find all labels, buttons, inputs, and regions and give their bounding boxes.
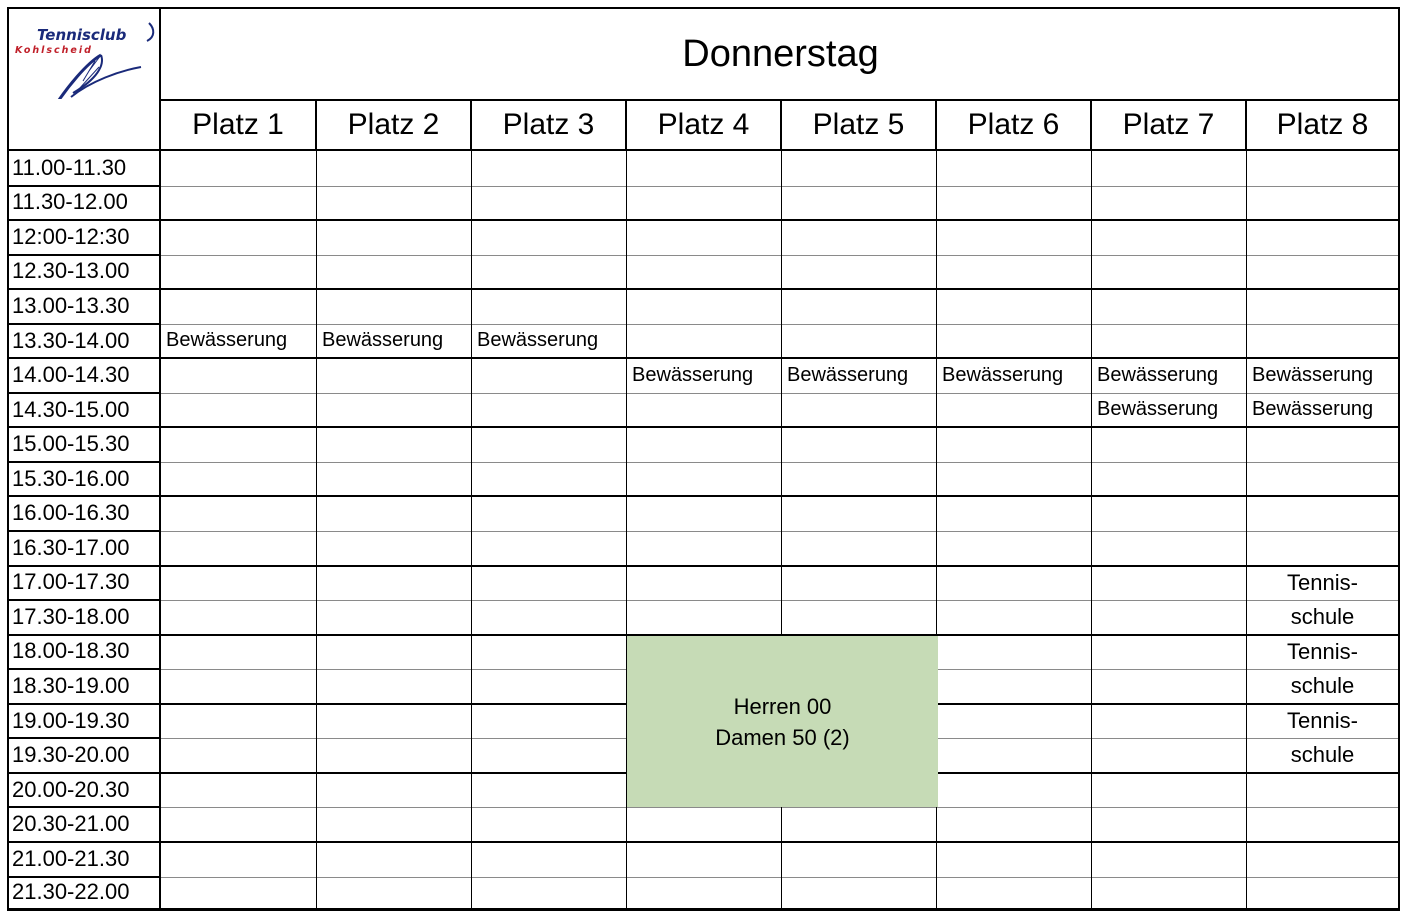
schedule-cell[interactable] [937, 255, 1092, 291]
schedule-cell[interactable] [472, 877, 627, 910]
schedule-cell[interactable] [1247, 877, 1400, 910]
schedule-cell[interactable] [1247, 289, 1400, 325]
day-title: Donnerstag [161, 9, 1400, 101]
schedule-cell[interactable] [317, 427, 472, 463]
schedule-cell[interactable] [627, 566, 782, 602]
schedule-cell[interactable] [472, 393, 627, 429]
schedule-cell[interactable] [1092, 635, 1247, 671]
schedule-cell[interactable] [782, 186, 937, 222]
schedule-cell[interactable] [937, 393, 1092, 429]
schedule-cell[interactable] [1092, 669, 1247, 705]
schedule-cell[interactable] [937, 186, 1092, 222]
schedule-cell[interactable] [782, 220, 937, 256]
schedule-cell[interactable] [472, 773, 627, 809]
booking-cell[interactable]: schule [1247, 600, 1400, 636]
schedule-cell[interactable] [1092, 773, 1247, 809]
schedule-cell[interactable] [472, 635, 627, 671]
schedule-cell[interactable] [627, 186, 782, 222]
schedule-cell[interactable] [161, 289, 317, 325]
schedule-cell[interactable] [627, 807, 782, 843]
schedule-cell[interactable] [937, 635, 1092, 671]
schedule-cell[interactable] [782, 427, 937, 463]
time-slot: 18.00-18.30 [9, 635, 161, 671]
schedule-cell[interactable] [317, 220, 472, 256]
schedule-cell[interactable] [472, 738, 627, 774]
logo-line1: Tennisclub [37, 26, 127, 44]
schedule-cell[interactable] [1092, 877, 1247, 910]
schedule-cell[interactable] [317, 738, 472, 774]
schedule-cell[interactable] [161, 497, 317, 533]
schedule-cell[interactable] [627, 151, 782, 187]
court-header: Platz 4 [627, 101, 782, 151]
booking-cell[interactable]: Tennis- [1247, 566, 1400, 602]
schedule-cell[interactable] [782, 393, 937, 429]
schedule-cell[interactable] [317, 393, 472, 429]
schedule-cell[interactable] [161, 462, 317, 498]
schedule-cell[interactable] [472, 842, 627, 878]
schedule-cell[interactable] [161, 773, 317, 809]
schedule-cell[interactable] [317, 807, 472, 843]
schedule-cell[interactable] [317, 877, 472, 910]
schedule-cell[interactable] [472, 600, 627, 636]
court-header: Platz 6 [937, 101, 1092, 151]
schedule-cell[interactable] [782, 289, 937, 325]
schedule-cell[interactable] [1247, 151, 1400, 187]
schedule-cell[interactable] [161, 738, 317, 774]
team-match-booking[interactable] [627, 636, 938, 808]
booking-cell[interactable]: Tennis- [1247, 704, 1400, 740]
schedule-cell[interactable] [1247, 531, 1400, 567]
schedule-cell[interactable] [161, 807, 317, 843]
schedule-cell[interactable] [627, 462, 782, 498]
logo-line2: Kohlscheid [15, 45, 93, 56]
booking-cell[interactable]: Bewässerung [782, 358, 937, 394]
schedule-cell[interactable] [937, 462, 1092, 498]
time-slot: 15.30-16.00 [9, 462, 161, 498]
booking-cell[interactable]: Bewässerung [1092, 393, 1247, 429]
schedule-cell[interactable] [937, 600, 1092, 636]
schedule-cell[interactable] [782, 151, 937, 187]
schedule-cell[interactable] [317, 497, 472, 533]
schedule-cell[interactable] [161, 669, 317, 705]
schedule-cell[interactable] [161, 704, 317, 740]
schedule-cell[interactable] [782, 807, 937, 843]
court-header: Platz 1 [161, 101, 317, 151]
schedule-cell[interactable] [161, 600, 317, 636]
schedule-cell[interactable] [937, 497, 1092, 533]
schedule-cell[interactable] [161, 393, 317, 429]
schedule-cell[interactable] [782, 566, 937, 602]
time-slot: 15.00-15.30 [9, 427, 161, 463]
schedule-cell[interactable] [937, 669, 1092, 705]
schedule-cell[interactable] [1092, 289, 1247, 325]
time-slot: 17.30-18.00 [9, 600, 161, 636]
schedule-cell[interactable] [1092, 807, 1247, 843]
schedule-cell[interactable] [782, 255, 937, 291]
schedule-cell[interactable] [1092, 151, 1247, 187]
schedule-cell[interactable] [1092, 220, 1247, 256]
schedule-cell[interactable] [937, 531, 1092, 567]
schedule-cell[interactable] [1247, 807, 1400, 843]
schedule-cell[interactable] [1092, 186, 1247, 222]
schedule-cell[interactable] [937, 566, 1092, 602]
schedule-cell[interactable] [627, 531, 782, 567]
schedule-cell[interactable] [782, 600, 937, 636]
schedule-cell[interactable] [161, 635, 317, 671]
schedule-cell[interactable] [937, 773, 1092, 809]
time-slot: 16.30-17.00 [9, 531, 161, 567]
schedule-cell[interactable] [1092, 738, 1247, 774]
court-header: Platz 7 [1092, 101, 1247, 151]
schedule-cell[interactable] [937, 427, 1092, 463]
time-slot: 19.30-20.00 [9, 738, 161, 774]
booking-team-1: Herren 00 [733, 693, 832, 719]
court-header: Platz 3 [472, 101, 627, 151]
schedule-cell[interactable] [472, 151, 627, 187]
schedule-cell[interactable] [472, 531, 627, 567]
booking-cell[interactable]: schule [1247, 738, 1400, 774]
booking-cell[interactable]: Bewässerung [627, 358, 782, 394]
schedule-cell[interactable] [1092, 531, 1247, 567]
schedule-cell[interactable] [472, 807, 627, 843]
schedule-cell[interactable] [1092, 842, 1247, 878]
schedule-cell[interactable] [161, 220, 317, 256]
schedule-cell[interactable] [317, 773, 472, 809]
schedule-cell[interactable] [317, 669, 472, 705]
booking-cell[interactable]: Bewässerung [1092, 358, 1247, 394]
schedule-cell[interactable] [317, 531, 472, 567]
schedule-cell[interactable] [782, 462, 937, 498]
schedule-cell[interactable] [1092, 600, 1247, 636]
booking-cell[interactable]: Tennis- [1247, 635, 1400, 671]
schedule-cell[interactable] [627, 220, 782, 256]
schedule-cell[interactable] [627, 497, 782, 533]
schedule-cell[interactable] [1247, 842, 1400, 878]
schedule-cell[interactable] [472, 462, 627, 498]
schedule-cell[interactable] [161, 358, 317, 394]
booking-cell[interactable]: Bewässerung [1247, 393, 1400, 429]
schedule-cell[interactable] [627, 393, 782, 429]
schedule-cell[interactable] [1092, 324, 1247, 360]
schedule-cell[interactable] [161, 186, 317, 222]
court-header: Platz 2 [317, 101, 472, 151]
schedule-cell[interactable] [937, 704, 1092, 740]
schedule-cell[interactable] [627, 842, 782, 878]
time-slot: 18.30-19.00 [9, 669, 161, 705]
time-slot: 21.30-22.00 [9, 877, 161, 910]
schedule-cell[interactable] [161, 531, 317, 567]
schedule-cell[interactable] [161, 255, 317, 291]
schedule-cell[interactable] [317, 600, 472, 636]
schedule-cell[interactable] [937, 324, 1092, 360]
schedule-cell[interactable] [317, 635, 472, 671]
schedule-cell[interactable] [317, 186, 472, 222]
booking-cell[interactable]: Bewässerung [161, 324, 317, 360]
schedule-cell[interactable] [937, 220, 1092, 256]
schedule-cell[interactable] [1092, 704, 1247, 740]
court-header: Platz 5 [782, 101, 937, 151]
booking-team-2: Damen 50 (2) [715, 724, 850, 750]
booking-cell[interactable]: Bewässerung [317, 324, 472, 360]
schedule-cell[interactable] [472, 358, 627, 394]
schedule-cell[interactable] [627, 877, 782, 910]
schedule-cell[interactable] [472, 566, 627, 602]
time-slot: 11.30-12.00 [9, 186, 161, 222]
schedule-cell[interactable] [937, 877, 1092, 910]
schedule-cell[interactable] [1247, 427, 1400, 463]
time-slot: 11.00-11.30 [9, 151, 161, 187]
schedule-cell[interactable] [1247, 497, 1400, 533]
booking-cell[interactable]: Bewässerung [1247, 358, 1400, 394]
time-slot: 12.30-13.00 [9, 255, 161, 291]
schedule-cell[interactable] [1092, 255, 1247, 291]
schedule-cell[interactable] [472, 669, 627, 705]
club-logo [9, 9, 161, 101]
schedule-cell[interactable] [627, 427, 782, 463]
time-slot: 14.00-14.30 [9, 358, 161, 394]
schedule-cell[interactable] [1247, 255, 1400, 291]
schedule-cell[interactable] [317, 255, 472, 291]
schedule-cell[interactable] [937, 807, 1092, 843]
schedule-cell[interactable] [1247, 462, 1400, 498]
booking-cell[interactable]: Bewässerung [937, 358, 1092, 394]
time-slot: 20.00-20.30 [9, 773, 161, 809]
schedule-cell[interactable] [627, 600, 782, 636]
schedule-cell[interactable] [937, 151, 1092, 187]
schedule-sheet [7, 7, 1400, 911]
schedule-cell[interactable] [161, 566, 317, 602]
schedule-cell[interactable] [472, 497, 627, 533]
schedule-cell[interactable] [317, 151, 472, 187]
schedule-cell[interactable] [317, 566, 472, 602]
tennis-racket-logo-icon [9, 9, 159, 99]
schedule-cell[interactable] [161, 877, 317, 910]
schedule-cell[interactable] [317, 842, 472, 878]
schedule-cell[interactable] [782, 842, 937, 878]
schedule-cell[interactable] [1092, 427, 1247, 463]
schedule-cell[interactable] [627, 289, 782, 325]
schedule-cell[interactable] [782, 497, 937, 533]
court-header: Platz 8 [1247, 101, 1400, 151]
schedule-cell[interactable] [937, 289, 1092, 325]
schedule-cell[interactable] [1247, 220, 1400, 256]
schedule-cell[interactable] [1092, 497, 1247, 533]
schedule-cell[interactable] [472, 186, 627, 222]
schedule-cell[interactable] [782, 324, 937, 360]
time-slot: 16.00-16.30 [9, 497, 161, 533]
schedule-cell[interactable] [937, 738, 1092, 774]
schedule-cell[interactable] [317, 704, 472, 740]
schedule-cell[interactable] [782, 531, 937, 567]
schedule-cell[interactable] [472, 289, 627, 325]
time-slot: 17.00-17.30 [9, 566, 161, 602]
schedule-cell[interactable] [317, 289, 472, 325]
schedule-cell[interactable] [472, 704, 627, 740]
schedule-cell[interactable] [317, 358, 472, 394]
time-slot: 13.00-13.30 [9, 289, 161, 325]
schedule-cell[interactable] [1247, 324, 1400, 360]
schedule-cell[interactable] [1247, 773, 1400, 809]
header-corner [9, 101, 161, 151]
schedule-cell[interactable] [627, 255, 782, 291]
schedule-cell[interactable] [627, 324, 782, 360]
time-slot: 13.30-14.00 [9, 324, 161, 360]
time-slot: 12:00-12:30 [9, 220, 161, 256]
schedule-cell[interactable] [1092, 566, 1247, 602]
time-slot: 19.00-19.30 [9, 704, 161, 740]
schedule-cell[interactable] [1247, 186, 1400, 222]
schedule-cell[interactable] [161, 427, 317, 463]
schedule-cell[interactable] [161, 151, 317, 187]
schedule-cell[interactable] [161, 842, 317, 878]
schedule-cell[interactable] [472, 220, 627, 256]
time-slot: 21.00-21.30 [9, 842, 161, 878]
schedule-cell[interactable] [1092, 462, 1247, 498]
booking-cell[interactable]: Bewässerung [472, 324, 627, 360]
booking-cell[interactable]: schule [1247, 669, 1400, 705]
schedule-cell[interactable] [782, 877, 937, 910]
schedule-cell[interactable] [317, 462, 472, 498]
schedule-cell[interactable] [937, 842, 1092, 878]
time-slot: 20.30-21.00 [9, 807, 161, 843]
time-slot: 14.30-15.00 [9, 393, 161, 429]
schedule-cell[interactable] [472, 427, 627, 463]
schedule-cell[interactable] [472, 255, 627, 291]
